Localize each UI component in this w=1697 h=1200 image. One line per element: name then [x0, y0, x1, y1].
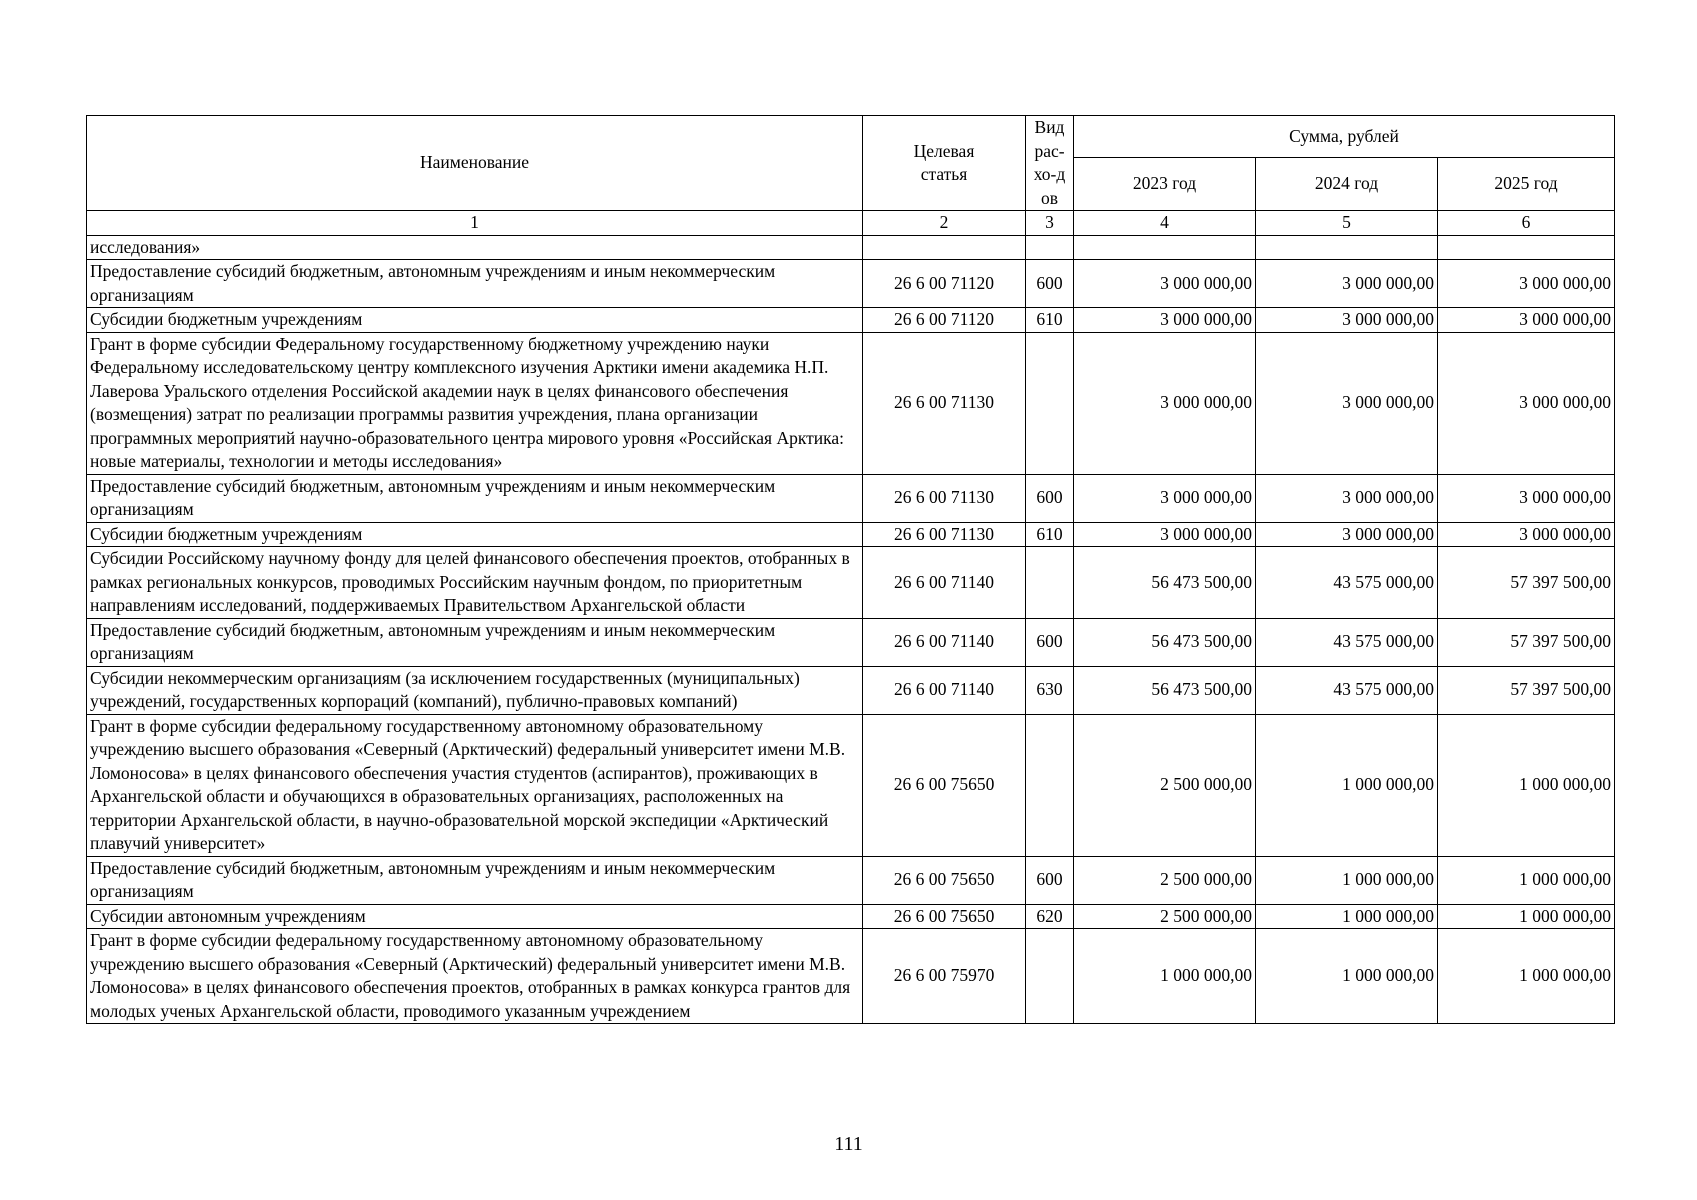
row-amount-2023: 2 500 000,00 — [1074, 714, 1256, 856]
row-target-code: 26 6 00 71130 — [863, 332, 1026, 474]
table-row — [87, 308, 1615, 333]
row-amount-2023: 56 473 500,00 — [1074, 547, 1256, 619]
row-amount-2024: 1 000 000,00 — [1256, 714, 1438, 856]
row-name: Предоставление субсидий бюджетным, автономным учреждениям и иным некоммерческим организациям — [87, 618, 863, 666]
header-row — [87, 116, 1615, 158]
col-number-1: 1 — [87, 211, 863, 236]
row-name: Грант в форме субсидии федеральному государственному автономному образовательному учреждению высшего образования «Северный (Арктический) федеральный университет имени М.В. Ломоносова» в целях финансового обеспечения участия студентов (аспирантов), проживающих в Архангельской области и обучающихся в образовательных организациях, расположенных на территории Архангельской области, в научно-образовательной морской экспедиции «Арктический плавучий университет» — [87, 714, 863, 856]
header-year-2023: 2023 год — [1074, 158, 1256, 211]
row-amount-2023: 56 473 500,00 — [1074, 666, 1256, 714]
table-row — [87, 522, 1615, 547]
row-amount-2025: 3 000 000,00 — [1438, 260, 1615, 308]
row-amount-2024: 43 575 000,00 — [1256, 618, 1438, 666]
row-expense-kind: 620 — [1026, 904, 1074, 929]
row-name: Грант в форме субсидии Федеральному государственному бюджетному учреждению науки Федеральному исследовательскому центру комплексного изучения Арктики имени академика Н.П. Лаверова Уральского отделения Российской академии наук в целях финансового обеспечения (возмещения) затрат по реализации программы развития учреждения, плана организации программных мероприятий научно-образовательного центра мирового уровня «Российская Арктика: новые материалы, технологии и методы исследования» — [87, 332, 863, 474]
row-target-code: 26 6 00 71140 — [863, 666, 1026, 714]
row-amount-2025: 1 000 000,00 — [1438, 856, 1615, 904]
row-amount-2024: 1 000 000,00 — [1256, 929, 1438, 1024]
row-target-code: 26 6 00 75650 — [863, 904, 1026, 929]
row-target-code: 26 6 00 71120 — [863, 260, 1026, 308]
row-amount-2025: 1 000 000,00 — [1438, 714, 1615, 856]
row-target-code: 26 6 00 75970 — [863, 929, 1026, 1024]
row-expense-kind: 610 — [1026, 308, 1074, 333]
page-number: 111 — [834, 1133, 863, 1155]
table-row — [87, 618, 1615, 666]
row-amount-2025: 57 397 500,00 — [1438, 547, 1615, 619]
row-name: Предоставление субсидий бюджетным, автономным учреждениям и иным некоммерческим организациям — [87, 856, 863, 904]
row-expense-kind — [1026, 714, 1074, 856]
row-expense-kind — [1026, 929, 1074, 1024]
row-amount-2024: 43 575 000,00 — [1256, 547, 1438, 619]
budget-table — [86, 115, 1615, 1024]
col-number-2: 2 — [863, 211, 1026, 236]
header-name: Наименование — [87, 116, 863, 211]
row-amount-2023: 3 000 000,00 — [1074, 260, 1256, 308]
row-target-code: 26 6 00 71130 — [863, 474, 1026, 522]
row-amount-2025: 3 000 000,00 — [1438, 332, 1615, 474]
row-amount-2025: 57 397 500,00 — [1438, 618, 1615, 666]
table-row — [87, 547, 1615, 619]
row-amount-2024: 43 575 000,00 — [1256, 666, 1438, 714]
row-amount-2024: 3 000 000,00 — [1256, 332, 1438, 474]
table-row — [87, 332, 1615, 474]
row-amount-2024: 1 000 000,00 — [1256, 856, 1438, 904]
row-target-code — [863, 235, 1026, 260]
row-amount-2024: 3 000 000,00 — [1256, 260, 1438, 308]
col-number-5: 5 — [1256, 211, 1438, 236]
col-number-3: 3 — [1026, 211, 1074, 236]
row-expense-kind — [1026, 235, 1074, 260]
row-target-code: 26 6 00 71120 — [863, 308, 1026, 333]
row-name: Субсидии некоммерческим организациям (за исключением государственных (муниципальных) учреждений, государственных корпораций (компаний), публично-правовых компаний) — [87, 666, 863, 714]
row-expense-kind: 630 — [1026, 666, 1074, 714]
row-name: Субсидии Российскому научному фонду для целей финансового обеспечения проектов, отобранных в рамках региональных конкурсов, проводимых Российским научным фондом, по приоритетным направлениям исследований, поддерживаемых Правительством Архангельской области — [87, 547, 863, 619]
row-amount-2023: 1 000 000,00 — [1074, 929, 1256, 1024]
row-amount-2024 — [1256, 235, 1438, 260]
row-amount-2025: 57 397 500,00 — [1438, 666, 1615, 714]
table-row — [87, 904, 1615, 929]
col-number-6: 6 — [1438, 211, 1615, 236]
table-row — [87, 474, 1615, 522]
header-sum: Сумма, рублей — [1074, 116, 1615, 158]
row-expense-kind: 600 — [1026, 260, 1074, 308]
row-amount-2025: 3 000 000,00 — [1438, 308, 1615, 333]
table-row — [87, 666, 1615, 714]
row-name: исследования» — [87, 235, 863, 260]
row-target-code: 26 6 00 75650 — [863, 714, 1026, 856]
row-amount-2023 — [1074, 235, 1256, 260]
row-amount-2024: 3 000 000,00 — [1256, 522, 1438, 547]
row-target-code: 26 6 00 71140 — [863, 547, 1026, 619]
row-target-code: 26 6 00 71140 — [863, 618, 1026, 666]
row-amount-2025 — [1438, 235, 1615, 260]
header-target-text: Целевая статья — [913, 140, 975, 184]
row-name: Субсидии бюджетным учреждениям — [87, 522, 863, 547]
row-amount-2023: 56 473 500,00 — [1074, 618, 1256, 666]
row-target-code: 26 6 00 75650 — [863, 856, 1026, 904]
row-name: Грант в форме субсидии федеральному государственному автономному образовательному учреждению высшего образования «Северный (Арктический) федеральный университет имени М.В. Ломоносова» в целях финансового обеспечения проектов, отобранных в рамках конкурса грантов для молодых ученых Архангельской области, проводимого указанным учреждением — [87, 929, 863, 1024]
row-expense-kind — [1026, 547, 1074, 619]
row-amount-2025: 3 000 000,00 — [1438, 474, 1615, 522]
row-amount-2025: 3 000 000,00 — [1438, 522, 1615, 547]
col-number-4: 4 — [1074, 211, 1256, 236]
row-amount-2023: 3 000 000,00 — [1074, 308, 1256, 333]
row-name: Субсидии бюджетным учреждениям — [87, 308, 863, 333]
header-kind — [1026, 116, 1074, 211]
row-amount-2025: 1 000 000,00 — [1438, 929, 1615, 1024]
row-amount-2025: 1 000 000,00 — [1438, 904, 1615, 929]
row-amount-2023: 2 500 000,00 — [1074, 856, 1256, 904]
table-row — [87, 260, 1615, 308]
row-amount-2023: 3 000 000,00 — [1074, 332, 1256, 474]
table-body — [87, 235, 1615, 1024]
header-target — [863, 116, 1026, 211]
row-amount-2024: 3 000 000,00 — [1256, 474, 1438, 522]
row-expense-kind: 610 — [1026, 522, 1074, 547]
table-row — [87, 235, 1615, 260]
row-target-code: 26 6 00 71130 — [863, 522, 1026, 547]
row-name: Субсидии автономным учреждениям — [87, 904, 863, 929]
table-row — [87, 929, 1615, 1024]
header-kind-text: Вид рас-хо-дов — [1033, 117, 1066, 208]
row-expense-kind: 600 — [1026, 856, 1074, 904]
column-number-row — [87, 211, 1615, 236]
row-amount-2023: 3 000 000,00 — [1074, 522, 1256, 547]
row-amount-2024: 1 000 000,00 — [1256, 904, 1438, 929]
row-amount-2024: 3 000 000,00 — [1256, 308, 1438, 333]
header-year-2025: 2025 год — [1438, 158, 1615, 211]
row-amount-2023: 2 500 000,00 — [1074, 904, 1256, 929]
table-row — [87, 856, 1615, 904]
table-row — [87, 714, 1615, 856]
row-name: Предоставление субсидий бюджетным, автономным учреждениям и иным некоммерческим организациям — [87, 474, 863, 522]
row-name: Предоставление субсидий бюджетным, автономным учреждениям и иным некоммерческим организациям — [87, 260, 863, 308]
row-expense-kind: 600 — [1026, 474, 1074, 522]
row-expense-kind: 600 — [1026, 618, 1074, 666]
row-amount-2023: 3 000 000,00 — [1074, 474, 1256, 522]
header-year-2024: 2024 год — [1256, 158, 1438, 211]
row-expense-kind — [1026, 332, 1074, 474]
